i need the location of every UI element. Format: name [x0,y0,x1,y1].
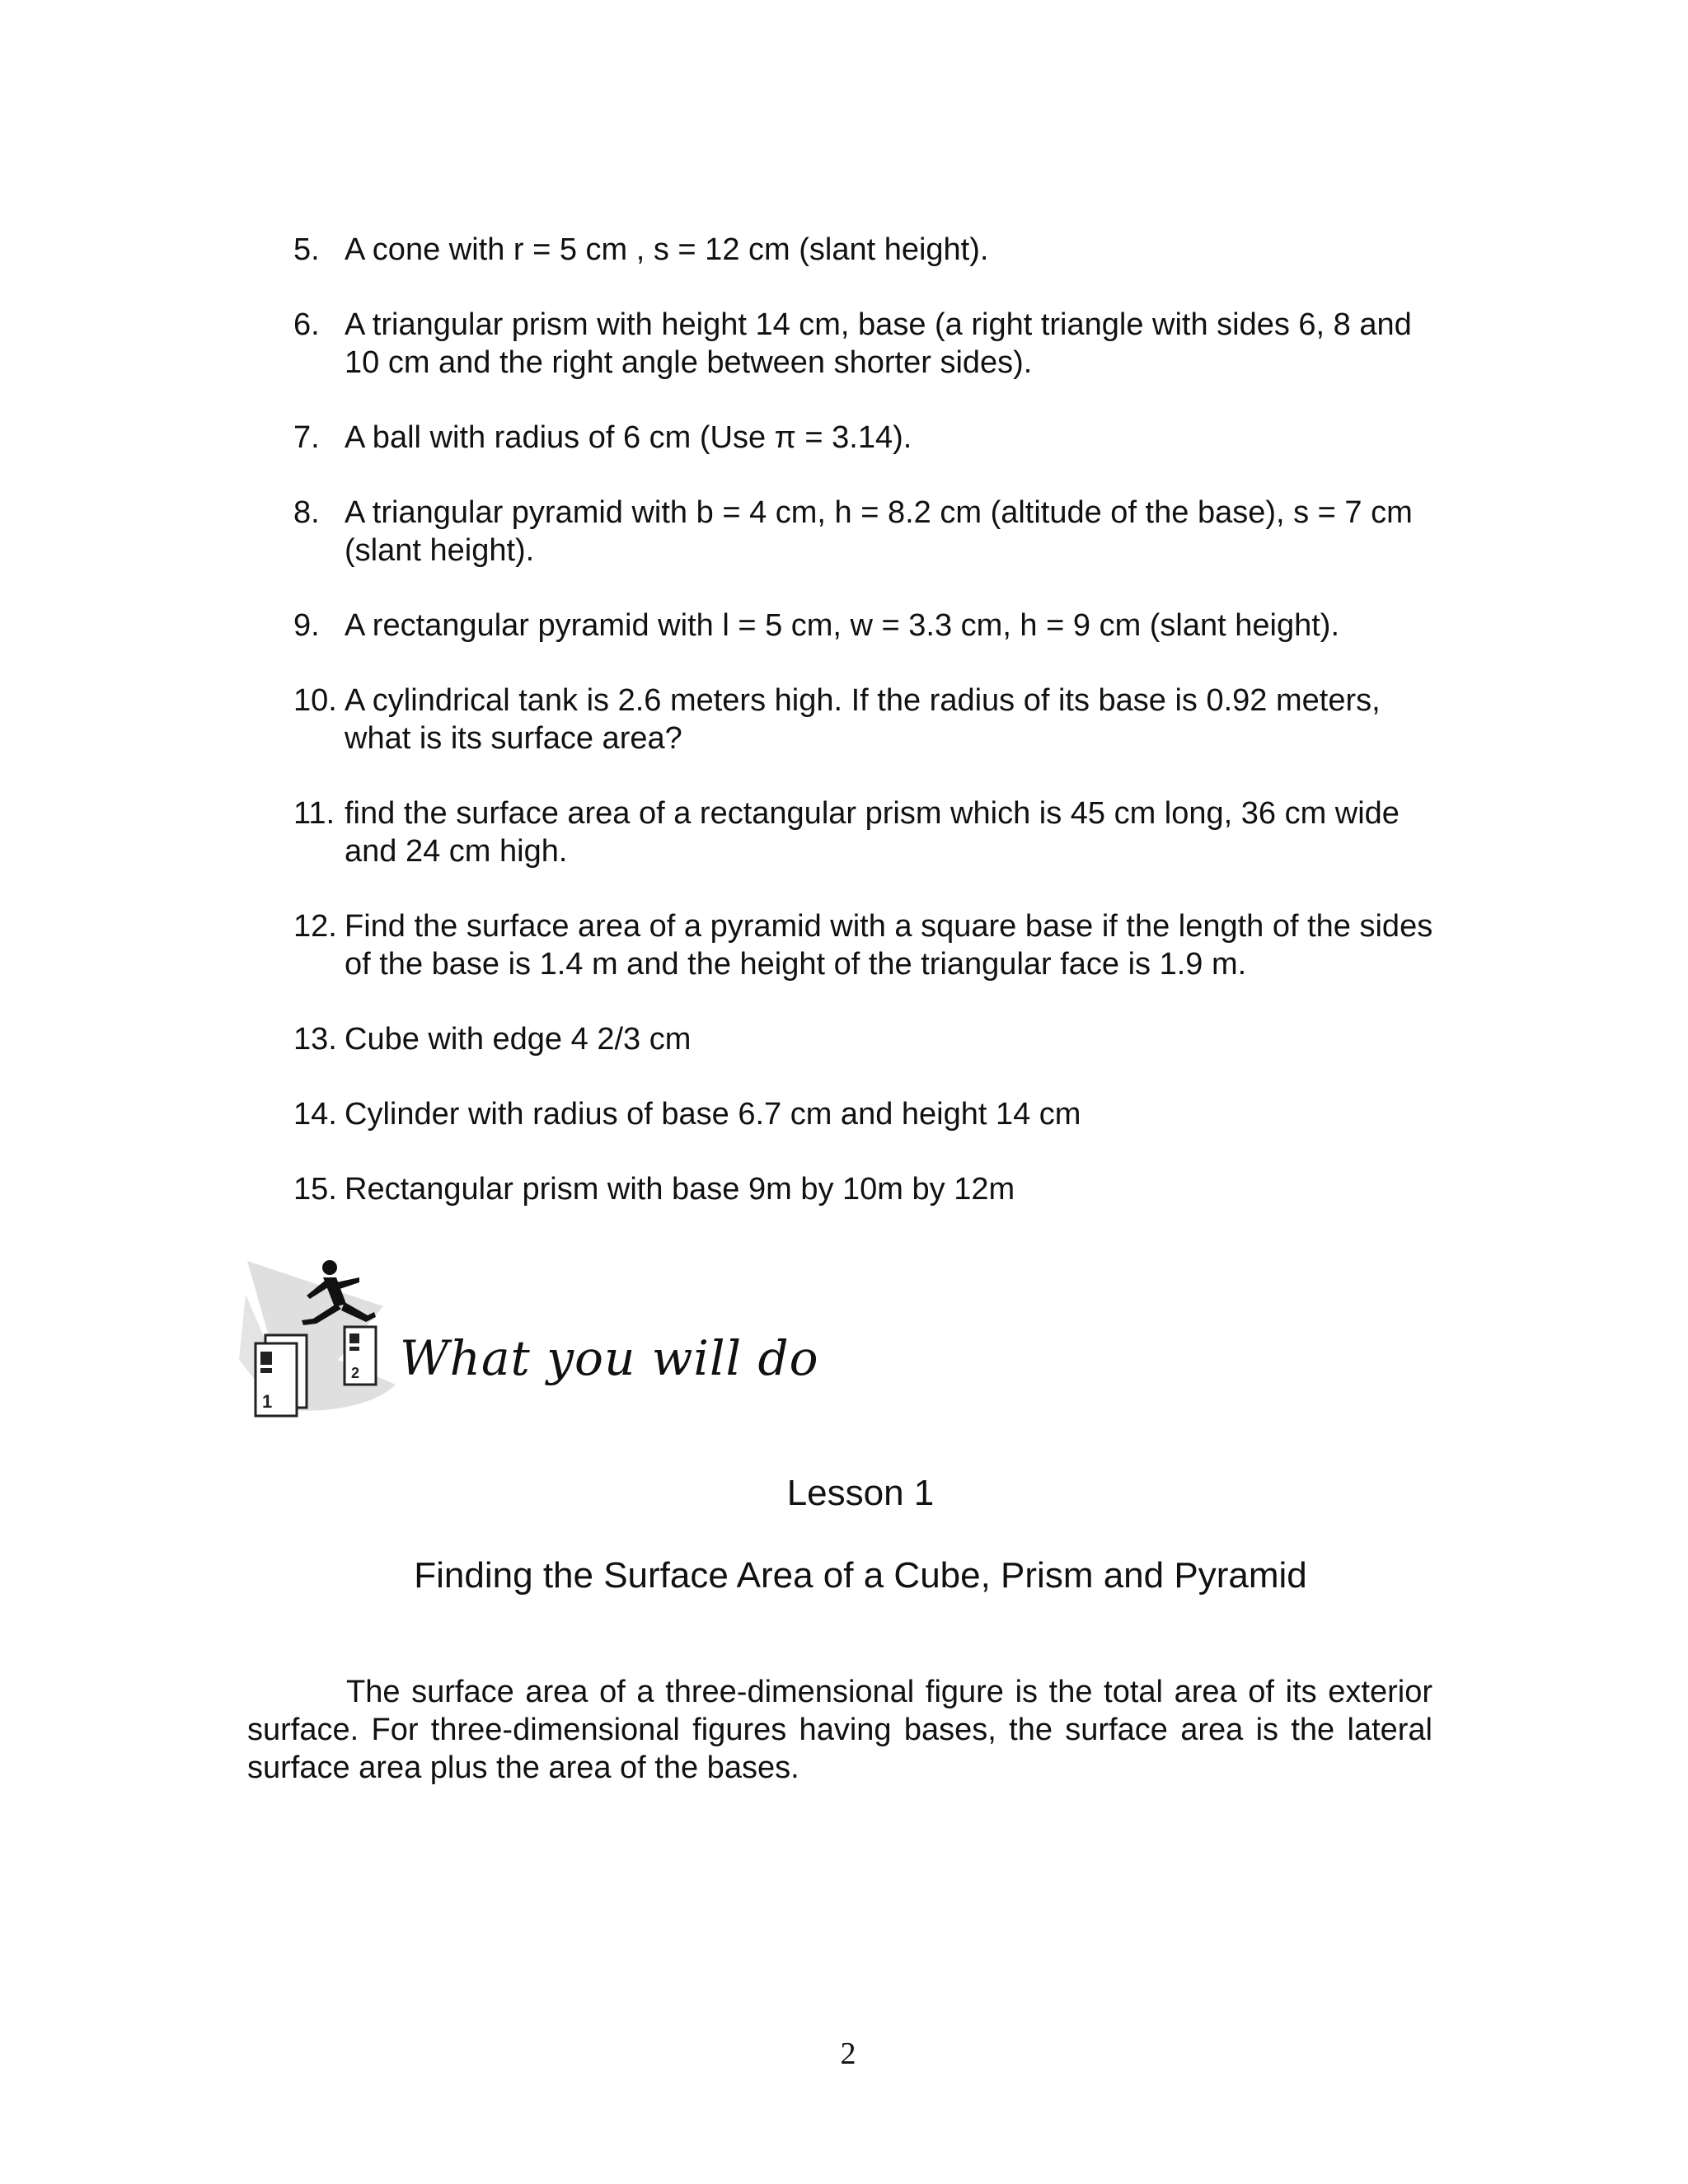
problem-item [293,419,1439,457]
problem-number: 9. [293,608,320,643]
person-jumping-books-icon [231,1244,429,1426]
problem-item [293,907,1439,983]
problem-text: A cone with r = 5 cm , s = 12 cm (slant height). [345,232,989,267]
problem-text: A triangular pyramid with b = 4 cm, h = 8.2 cm (altitude of the base), s = 7 cm (slant height). [345,495,1413,568]
problem-text: Cylinder with radius of base 6.7 cm and height 14 cm [345,1097,1081,1132]
svg-text:2: 2 [351,1365,360,1381]
problem-number: 7. [293,420,320,455]
problem-number: 12. [293,909,337,944]
section-title: What you will do [400,1330,819,1386]
lesson-number: Lesson 1 [786,1473,935,1513]
problem-text: Find the surface area of a pyramid with a square base if the length of the sides of the base is 1.4 m and the height of the triangular face is 1.9 m. [345,909,1433,982]
problem-number: 8. [293,495,320,530]
problem-number: 14. [293,1097,337,1132]
problem-text: Cube with edge 4 2/3 cm [345,1022,692,1057]
problem-item [293,682,1439,757]
svg-text:1: 1 [262,1391,273,1412]
section-header [231,1244,857,1426]
problem-number: 13. [293,1022,337,1057]
problem-number: 6. [293,307,320,342]
problem-text: A triangular prism with height 14 cm, base (a right triangle with sides 6, 8 and 10 cm and the right angle between shorter sides). [345,307,1412,380]
problem-number: 5. [293,232,320,267]
problem-text: A rectangular pyramid with l = 5 cm, w = 3.3 cm, h = 9 cm (slant height). [345,608,1340,643]
problem-number: 10. [293,683,337,718]
problem-text: find the surface area of a rectangular prism which is 45 cm long, 36 cm wide and 24 cm high. [345,796,1400,869]
problem-text: Rectangular prism with base 9m by 10m by 12m [345,1172,1015,1207]
problem-item [293,1020,1439,1058]
problem-text: A cylindrical tank is 2.6 meters high. If the radius of its base is 0.92 meters, what is its surface area? [345,683,1381,756]
page-number: 2 [840,2036,856,2071]
problem-item [293,794,1439,870]
problem-item [293,306,1439,382]
problem-item [293,494,1439,569]
problem-list [293,231,1439,1245]
problem-item [293,231,1439,269]
lesson-title: Finding the Surface Area of a Cube, Prism and Pyramid [414,1555,1307,1596]
intro-paragraph: The surface area of a three-dimensional figure is the total area of its exterior surface. For three-dimensional figures having bases, the surface area is the lateral surface area plus the area of the bases. [247,1675,1432,1785]
problem-item [293,607,1439,644]
problem-number: 15. [293,1172,337,1207]
problem-item [293,1095,1439,1133]
problem-number: 11. [293,796,335,831]
problem-item [293,1170,1439,1208]
problem-text: A ball with radius of 6 cm (Use π = 3.14). [345,420,912,455]
